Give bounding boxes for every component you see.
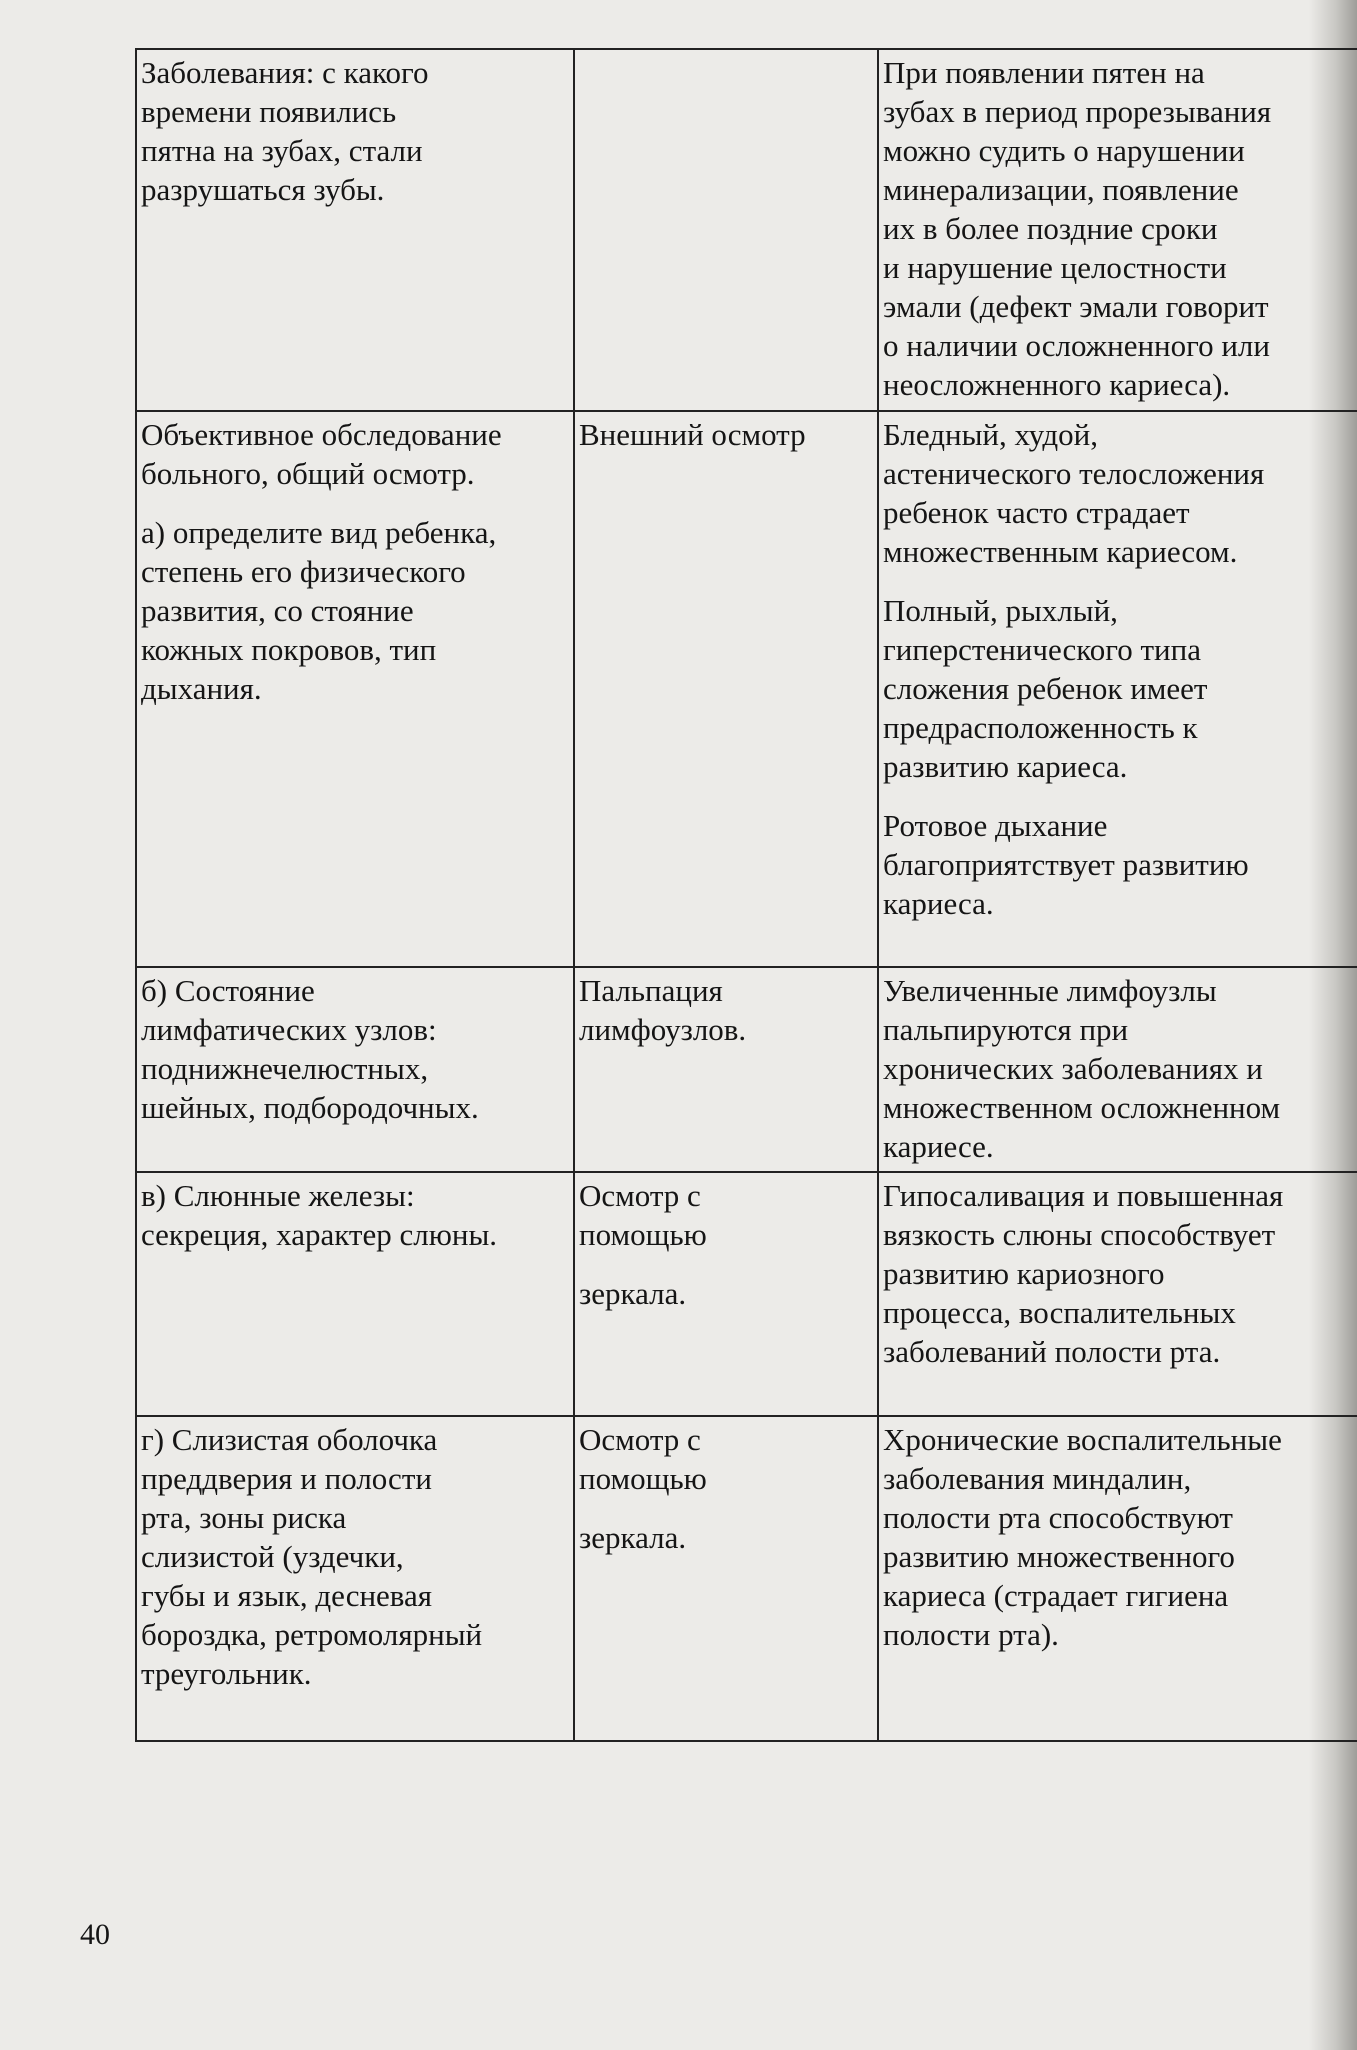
cell-text: Заболевания: с какого времени появились пятна на зубах, стали разрушаться зубы. <box>141 55 429 207</box>
table-cell <box>136 1172 574 1416</box>
table-cell <box>878 967 1357 1172</box>
table-cell <box>878 1416 1357 1741</box>
cell-text: г) Слизистая оболочка преддверия и полости рта, зоны риска слизистой (уздечки, губы и язык, десневая бороздка, ретромолярный треугольник. <box>141 1422 483 1691</box>
table-cell <box>574 1172 878 1416</box>
cell-text: При появлении пятен на зубах в период прорезывания можно судить о нарушении минерализации, появление их в более поздние сроки и нарушение целостности эмали (дефект эмали говорит о наличии осложненного или неосложненного кариеса). <box>883 55 1272 402</box>
table-cell <box>574 1416 878 1741</box>
cell-text: Хронические воспалительные заболевания миндалин, полости рта способствуют развитию множественного кариеса (страдает гигиена полости рта). <box>883 1422 1282 1652</box>
cell-text: б) Состояние лимфатических узлов: поднижнечелюстных, шейных, подбородочных. <box>141 973 479 1125</box>
cell-text: Ротовое дыхание благоприятствует развитию кариеса. <box>883 808 1249 921</box>
cell-text: Осмотр с помощью <box>579 1422 707 1496</box>
cell-text: а) определите вид ребенка, степень его физического развития, со стояние кожных покровов, тип дыхания. <box>141 515 497 706</box>
cell-text: Бледный, худой, астенического телосложения ребенок часто страдает множественным кариесом. <box>883 417 1265 569</box>
page-number: 40 <box>80 1918 110 1951</box>
cell-text: зеркала. <box>579 1520 687 1555</box>
cell-text: зеркала. <box>579 1276 687 1311</box>
table-cell <box>136 49 574 411</box>
table-row <box>136 49 1357 411</box>
table-cell <box>878 411 1357 967</box>
cell-text: Пальпация лимфоузлов. <box>579 973 747 1047</box>
table-row <box>136 967 1357 1172</box>
examination-table <box>135 48 1357 1742</box>
table-cell <box>136 1416 574 1741</box>
table-cell <box>136 411 574 967</box>
cell-text: Объективное обследование больного, общий осмотр. <box>141 417 502 491</box>
table-cell <box>574 967 878 1172</box>
table-row <box>136 411 1357 967</box>
table-cell <box>878 49 1357 411</box>
cell-text: Гипосаливация и повышенная вязкость слюны способствует развитию кариозного процесса, воспалительных заболеваний полости рта. <box>883 1178 1284 1369</box>
table-row <box>136 1416 1357 1741</box>
table-cell <box>136 967 574 1172</box>
table-cell <box>878 1172 1357 1416</box>
table-cell <box>574 411 878 967</box>
table-cell <box>574 49 878 411</box>
table-row <box>136 1172 1357 1416</box>
cell-text: в) Слюнные железы: секреция, характер слюны. <box>141 1178 498 1252</box>
cell-text: Внешний осмотр <box>579 417 806 452</box>
cell-text: Полный, рыхлый, гиперстенического типа сложения ребенок имеет предрасположенность к развитию кариеса. <box>883 593 1208 784</box>
cell-text: Увеличенные лимфоузлы пальпируются при хронических заболеваниях и множественном осложненном кариесе. <box>883 973 1281 1164</box>
cell-text: Осмотр с помощью <box>579 1178 707 1252</box>
